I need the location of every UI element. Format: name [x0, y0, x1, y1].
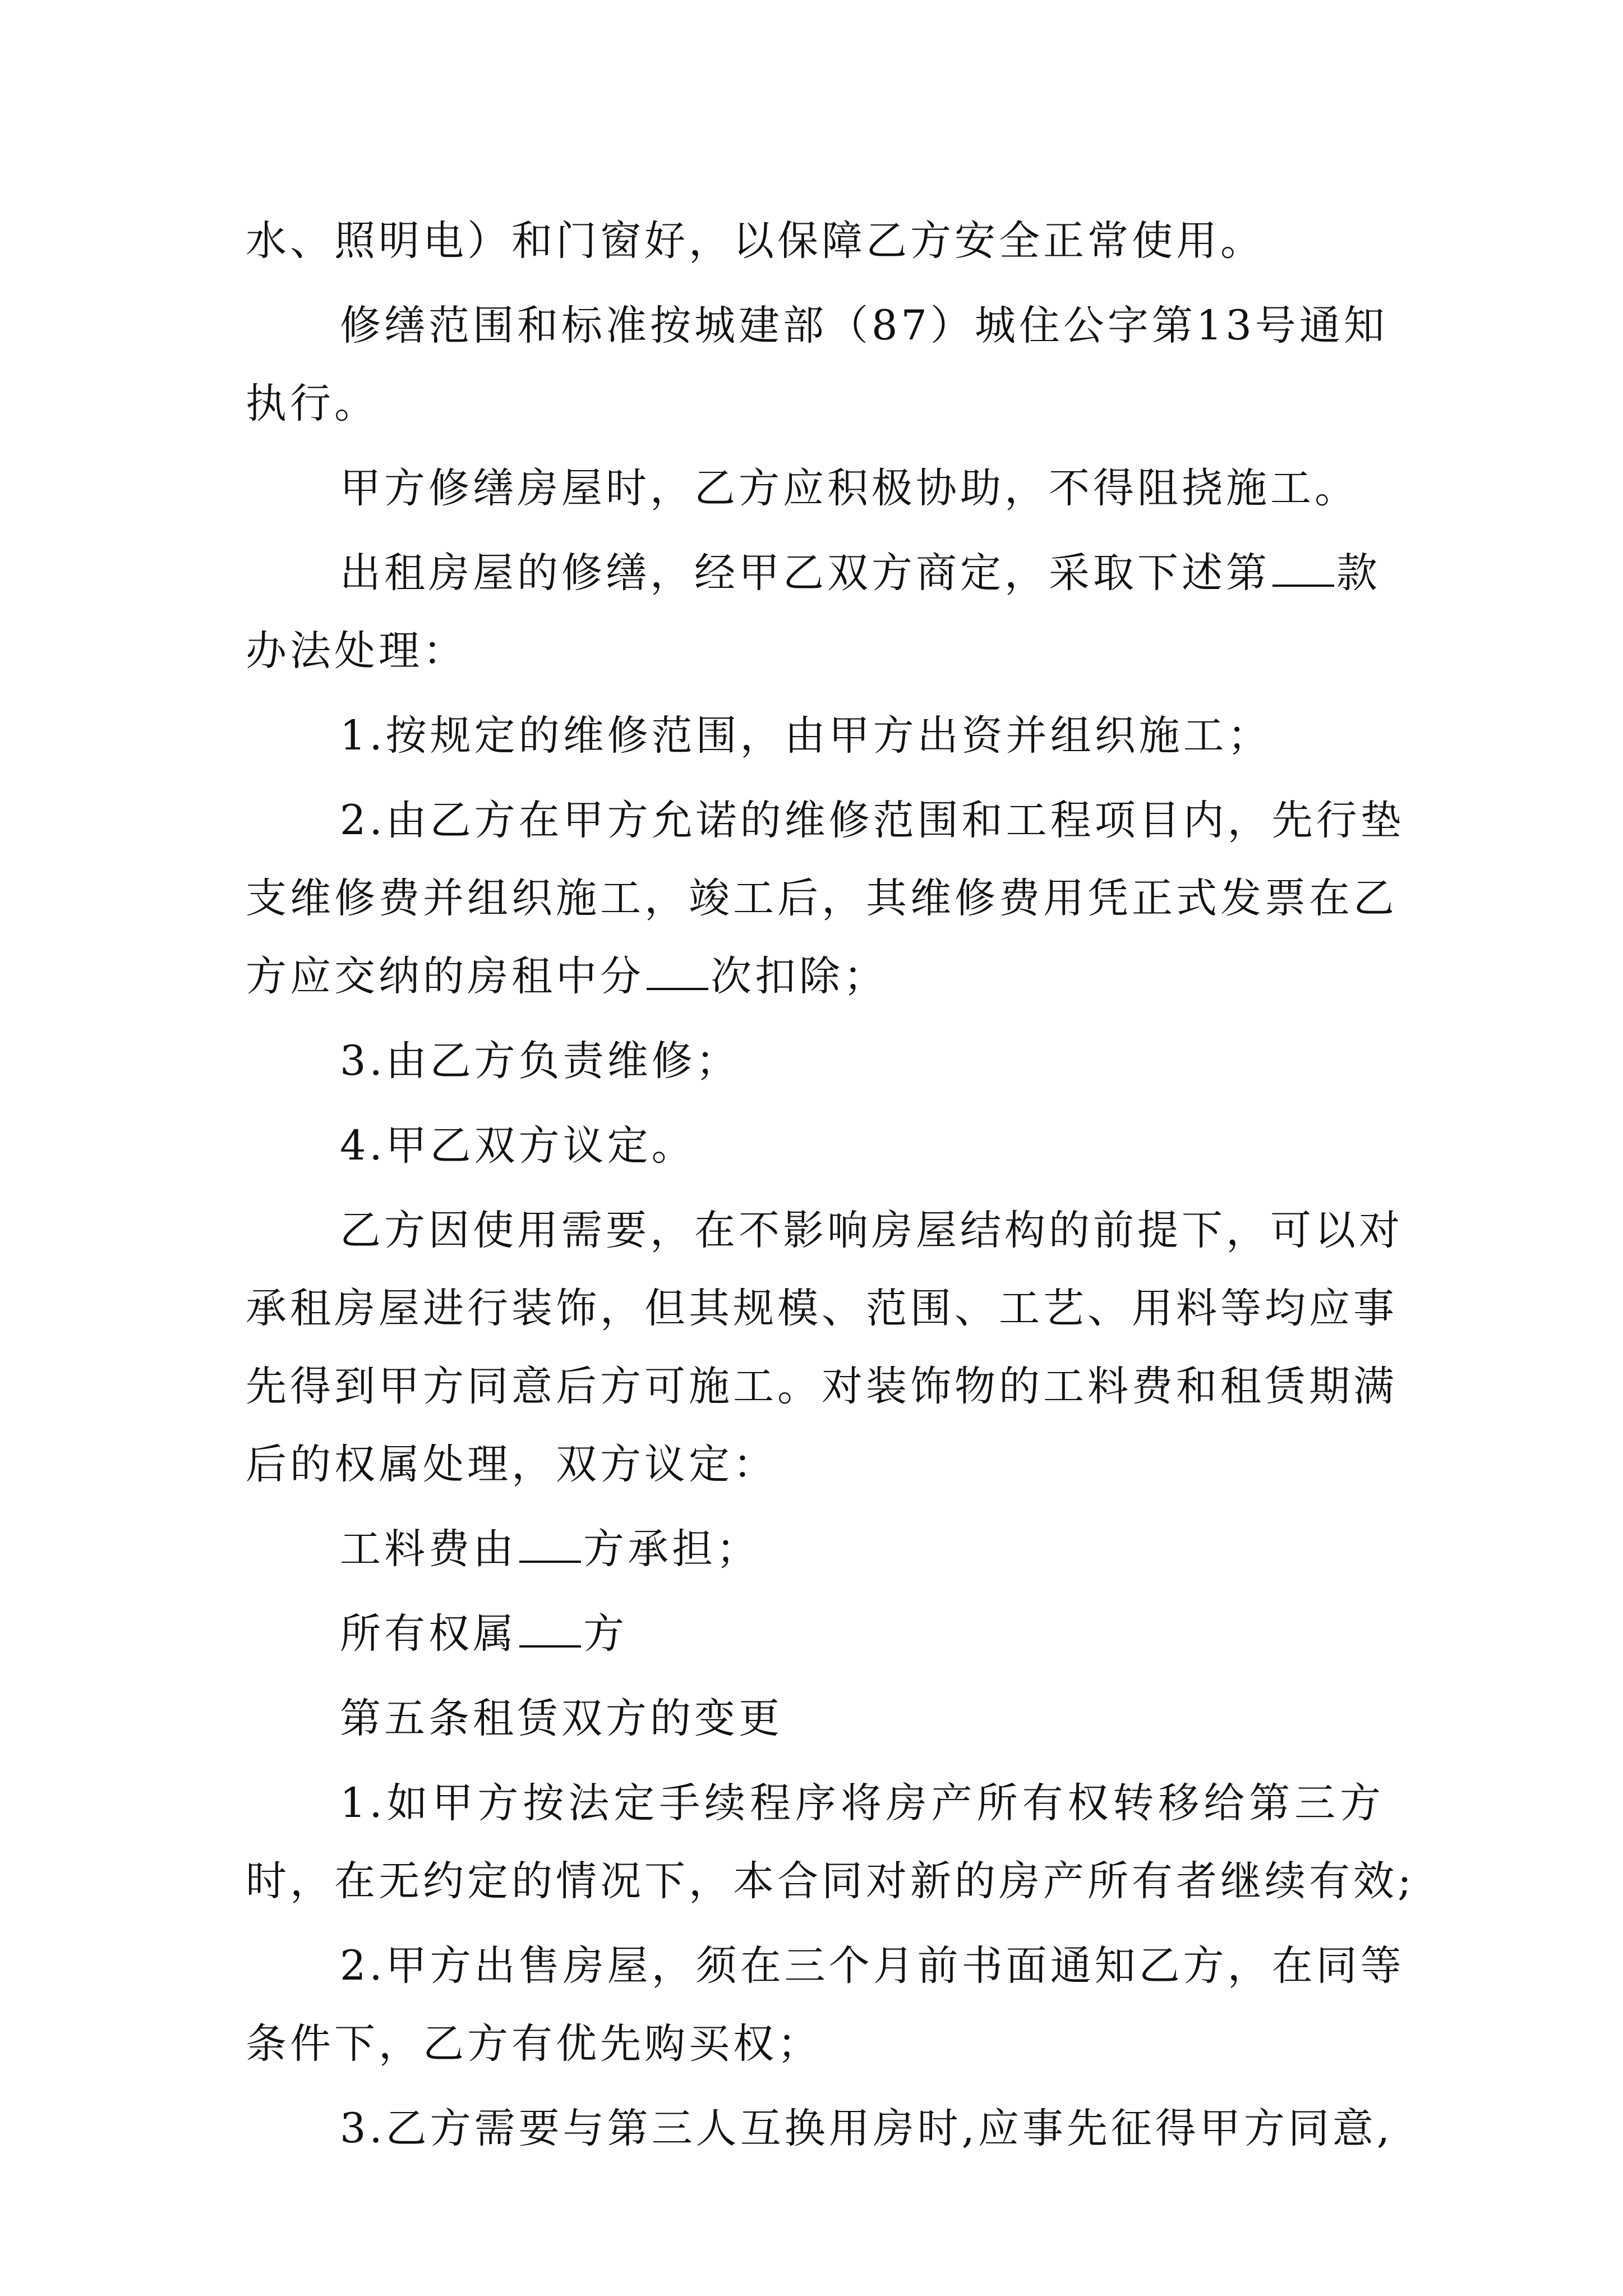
- text-run: 款: [1336, 549, 1381, 597]
- text-run: 2.由乙方在甲方允诺的维修范围和工程项目内，先行垫: [340, 797, 1405, 844]
- paragraph-line: [246, 365, 1384, 443]
- paragraph-line: [246, 1842, 1415, 1920]
- paragraph-line: [246, 449, 1384, 527]
- text-run: 1.按规定的维修范围，由甲方出资并组织施工；: [340, 712, 1272, 760]
- text-run: 1.如甲方按法定手续程序将房产所有权转移给第三方: [340, 1779, 1384, 1827]
- paragraph-line: [246, 697, 1384, 775]
- text-run: 支维修费并组织施工，竣工后，其维修费用凭正式发票在乙: [246, 875, 1398, 922]
- text-run: 2.甲方出售房屋，须在三个月前书面通知乙方，在同等: [340, 1942, 1405, 1990]
- paragraph-line: [246, 287, 1388, 365]
- text-run: 方承担；: [583, 1525, 760, 1573]
- text-run: 次扣除；: [711, 953, 888, 1000]
- paragraph-line: [246, 781, 1405, 859]
- paragraph-line: [246, 1764, 1384, 1842]
- text-run: 修缮范围和标准按城建部（87）城住公字第13号通知: [340, 302, 1388, 349]
- text-run: 4.甲乙双方议定。: [340, 1122, 696, 1170]
- text-run: 乙方因使用需要，在不影响房屋结构的前提下，可以对: [340, 1207, 1403, 1254]
- text-run: 时，在无约定的情况下，本合同对新的房产所有者继续有效;: [246, 1857, 1415, 1905]
- paragraph-line: [246, 534, 1384, 612]
- paragraph-line: [246, 1022, 1384, 1100]
- text-run: 3.乙方需要与第三人互换用房时,应事先征得甲方同意,: [340, 2105, 1394, 2152]
- paragraph-line: [246, 2005, 1384, 2083]
- text-run: 甲方修缮房屋时，乙方应积极协助，不得阻挠施工。: [340, 464, 1359, 512]
- text-run: 水、照明电）和门窗好，以保障乙方安全正常使用。: [246, 217, 1265, 265]
- text-run: 第五条租赁双方的变更: [340, 1695, 783, 1742]
- paragraph-line: [246, 1510, 1384, 1588]
- text-run: 承租房屋进行装饰，但其规模、范围、工艺、用料等均应事: [246, 1285, 1398, 1332]
- text-run: 3.由乙方负责维修；: [340, 1037, 740, 1085]
- paragraph-line: [246, 1191, 1403, 1269]
- text-run: 出租房屋的修缮，经甲乙双方商定，采取下述第: [340, 549, 1270, 597]
- paragraph-line: [246, 2090, 1394, 2168]
- paragraph-line: [246, 937, 1384, 1015]
- fill-in-blank: [1272, 551, 1334, 587]
- paragraph-line: [246, 612, 1384, 690]
- paragraph-line: [246, 1347, 1398, 1425]
- text-run: 条件下，乙方有优先购买权；: [246, 2020, 822, 2068]
- paragraph-line: [246, 1595, 1384, 1673]
- section-heading: [246, 1680, 1384, 1757]
- text-run: 执行。: [246, 380, 379, 427]
- paragraph-line: [246, 202, 1384, 280]
- text-run: 先得到甲方同意后方可施工。对装饰物的工料费和租赁期满: [246, 1363, 1398, 1410]
- text-run: 方应交纳的房租中分: [246, 953, 644, 1000]
- text-run: 所有权属: [340, 1610, 517, 1658]
- paragraph-line: [246, 1927, 1405, 2005]
- fill-in-blank: [519, 1612, 581, 1648]
- fill-in-blank: [519, 1527, 581, 1563]
- paragraph-line: [246, 859, 1398, 937]
- document-body: [246, 202, 1415, 2168]
- paragraph-line: [246, 1269, 1398, 1347]
- text-run: 方: [583, 1610, 628, 1658]
- text-run: 后的权属处理，双方议定：: [246, 1441, 777, 1488]
- paragraph-line: [246, 1107, 1384, 1185]
- fill-in-blank: [647, 954, 708, 990]
- text-run: 办法处理：: [246, 627, 467, 675]
- paragraph-line: [246, 1425, 1384, 1503]
- text-run: 工料费由: [340, 1525, 517, 1573]
